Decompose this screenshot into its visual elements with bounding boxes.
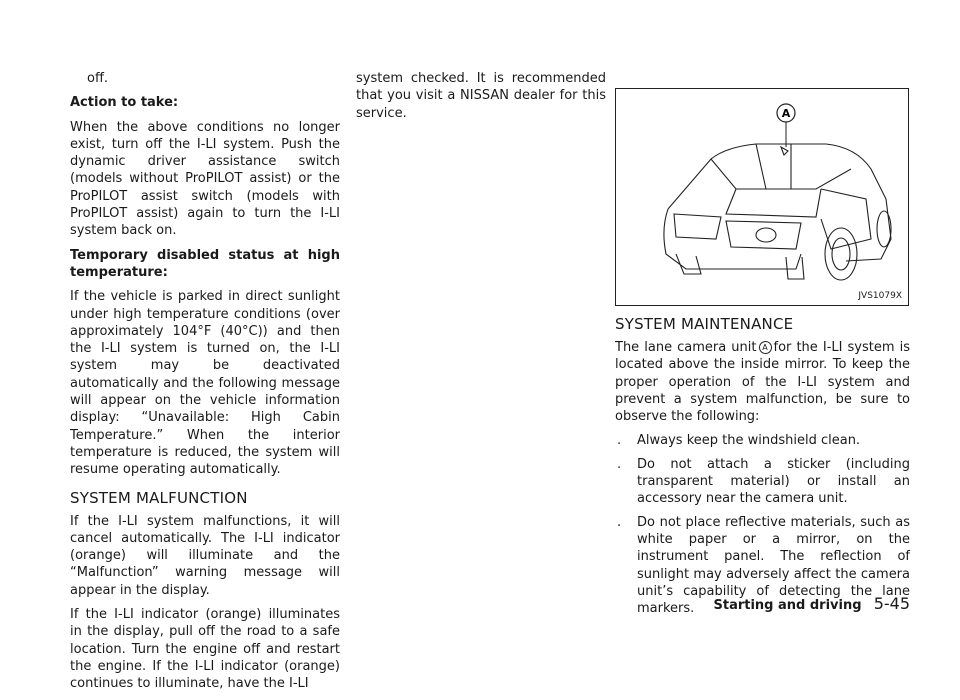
maintenance-heading: SYSTEM MAINTENANCE: [615, 315, 794, 333]
page-footer: [714, 594, 911, 613]
maintenance-text-pre: The lane camera unit: [615, 340, 757, 355]
continued-text-middle: system checked. It is recommended that you visit a NISSAN dealer for this service.: [356, 71, 606, 121]
temp-paragraph: If the vehicle is parked in direct sunlight under high temperature conditions (over approximately 104°F (40°C)) and then the I-LI system is turned on, the I-LI system may be deactivated automatically and the following message will appear on the vehicle information display: “Unavailable: High Cabin Temperature.” When the interior temperature is reduced, the system will resume operating automatically.: [70, 289, 340, 478]
malfunction-paragraph-1: If the I-LI system malfunctions, it will cancel automatically. The I-LI indicator (orange) will illuminate and the “Malfunction” warning message will appear in the display.: [70, 513, 340, 598]
vehicle-illustration: [616, 89, 907, 304]
maintenance-paragraph: [615, 339, 910, 425]
callout-a-marker: A: [759, 341, 772, 354]
action-heading: Action to take:: [70, 95, 179, 111]
list-item: . Always keep the windshield clean.: [617, 433, 861, 449]
vehicle-figure: [615, 88, 909, 306]
page-number: 5-45: [873, 594, 910, 613]
list-item: . Do not place reflective materials, such as white paper or a mirror, on the instrument panel. The reflection of sunlight may adversely affect the camera unit’s capability of detecting the lane markers.: [617, 514, 910, 617]
section-name: Starting and driving: [713, 598, 862, 613]
temp-heading: Temporary disabled status at high temperature:: [70, 247, 340, 280]
list-item: . Do not attach a sticker (including transparent material) or install an accessory near the camera unit.: [617, 456, 910, 507]
malfunction-heading: SYSTEM MALFUNCTION: [70, 488, 248, 507]
figure-code: JVS1079X: [858, 291, 902, 301]
continued-text: off.: [87, 71, 109, 86]
action-paragraph: When the above conditions no longer exist, turn off the I-LI system. Push the dynamic driver assistance switch (models without ProPILOT assist) or the ProPILOT assist switch (models with ProPILOT assist) again to turn the I-LI system back on.: [70, 119, 340, 239]
maintenance-list: [615, 432, 910, 617]
callout-label: A: [781, 107, 791, 120]
column-right: [615, 315, 910, 623]
column-left: [70, 70, 340, 700]
malfunction-paragraph-2: If the I-LI indicator (orange) illuminates in the display, pull off the road to a safe location. Turn the engine off and restart the engine. If the I-LI indicator (orange) continues to illuminate, have the I-LI: [70, 607, 340, 692]
column-middle: [356, 70, 606, 129]
maintenance-text-post: for the I-LI system is located above the inside mirror. To keep the proper operation of the I-LI system and prevent a system malfunction, be sure to observe the following:: [615, 340, 910, 425]
